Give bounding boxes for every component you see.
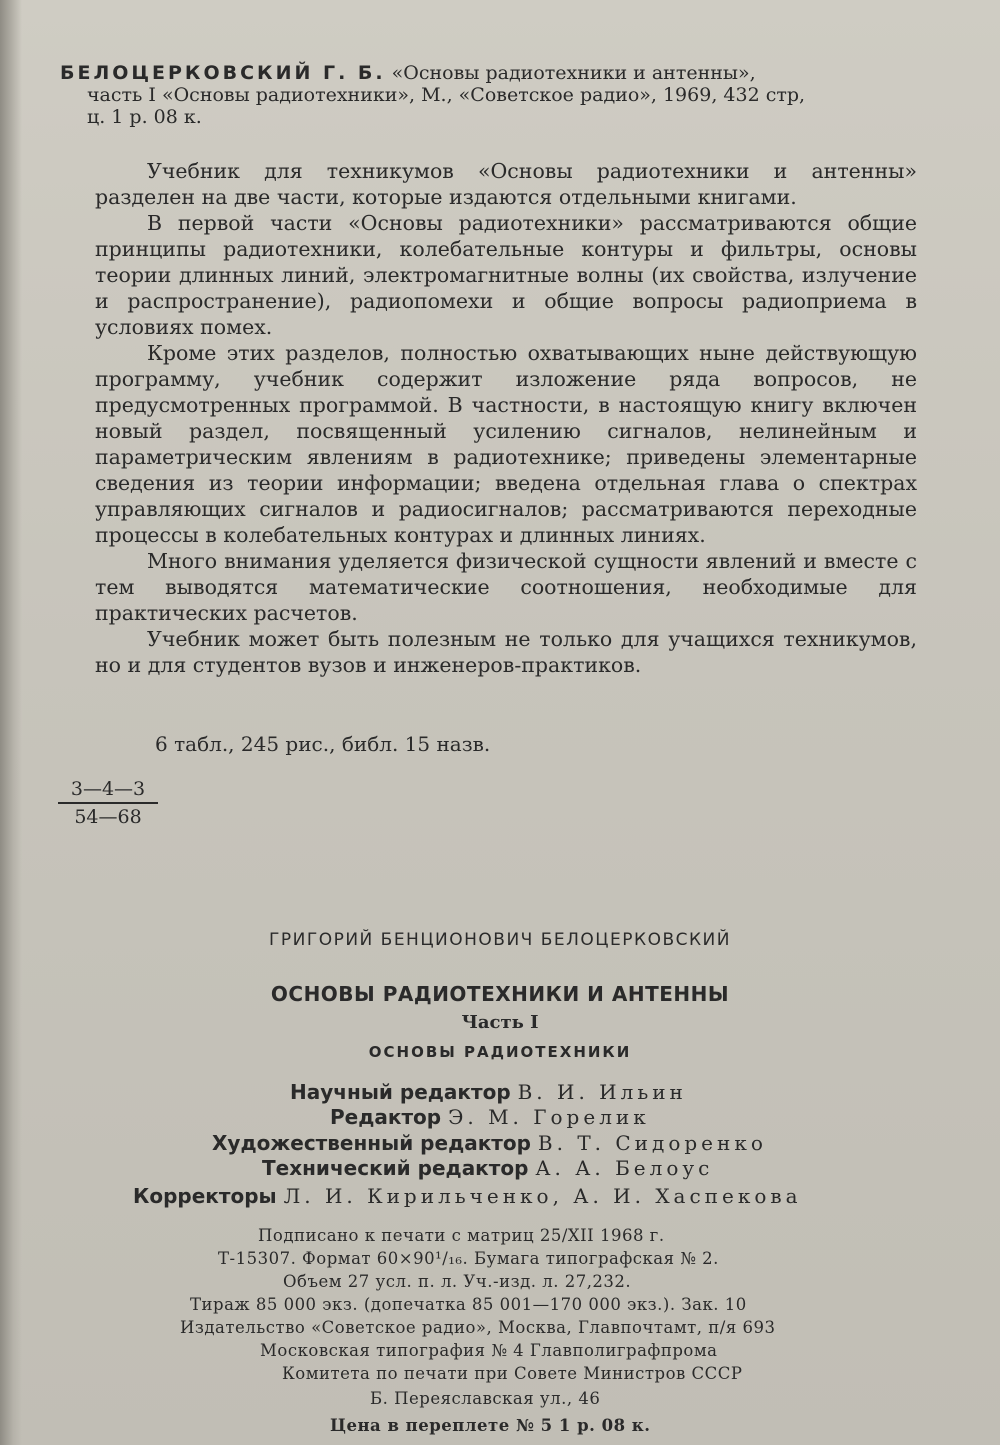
credit-line [330,1105,650,1129]
biblio-line-3: ц. 1 р. 08 к. [87,106,202,128]
imprint-part: Часть I [461,1012,539,1033]
credit-role: Художественный редактор [212,1131,531,1155]
credit-name: А. А. Белоус [535,1156,714,1180]
abstract-paragraph: Учебник может быть полезным не только для учащихся техникумов, но и для студентов вузов и инженеров-практиков. [95,627,917,677]
abstract-paragraph: В первой части «Основы радиотехники» рассматриваются общие принципы радиотехники, колебательные контуры и фильтры, основы теории длинных линий, электромагнитные волны (их свойства, излучение и распространение), радиопомехи и общие вопросы радиоприема в условиях помех. [95,211,917,339]
print-line: Издательство «Советское радио», Москва, Главпочтамт, п/я 693 [180,1318,776,1337]
classification-denominator: 54—68 [74,806,142,828]
print-line: Объем 27 усл. п. л. Уч.-изд. л. 27,232. [283,1272,632,1291]
biblio-line-1 [60,62,940,84]
print-line: Тираж 85 000 экз. (допечатка 85 001—170 000 экз.). Зак. 10 [190,1295,747,1314]
credit-role: Научный редактор [290,1080,511,1104]
credit-role: Технический редактор [262,1156,529,1180]
credit-role: Корректоры [133,1184,277,1208]
bibliographic-entry [60,62,940,128]
classification-numerator: 3—4—3 [58,778,158,804]
credit-line [133,1184,802,1208]
classification-code [58,778,158,828]
print-line: Т-15307. Формат 60×90¹/₁₆. Бумага типографская № 2. [218,1249,719,1268]
credit-role: Редактор [330,1105,442,1129]
imprint-book-title: ОСНОВЫ РАДИОТЕХНИКИ И АНТЕННЫ [270,982,730,1006]
credit-name: В. И. Ильин [517,1080,687,1104]
print-line: Комитета по печати при Совете Министров СССР [282,1364,743,1383]
biblio-author: БЕЛОЦЕРКОВСКИЙ Г. Б. [60,62,386,84]
credit-line [290,1080,687,1104]
imprint-part-title: ОСНОВЫ РАДИОТЕХНИКИ [368,1043,632,1061]
credit-name: Л. И. Кирильченко, А. И. Хаспекова [283,1184,802,1208]
abstract-paragraph: Учебник для техникумов «Основы радиотехники и антенны» разделен на две части, которые издаются отдельными книгами. [95,159,917,209]
credit-line [262,1156,713,1180]
abstract [95,158,917,678]
credit-name: Э. М. Горелик [448,1105,650,1129]
print-line: Б. Переяславская ул., 46 [370,1389,601,1408]
price-line: Цена в переплете № 5 1 р. 08 к. [330,1416,651,1435]
biblio-title: «Основы радиотехники и антенны», [391,62,756,84]
credit-name: В. Т. Сидоренко [537,1131,767,1155]
page-gutter-shadow [0,0,22,1445]
imprint-author: ГРИГОРИЙ БЕНЦИОНОВИЧ БЕЛОЦЕРКОВСКИЙ [268,930,731,950]
credit-line [212,1131,767,1155]
print-line: Московская типография № 4 Главполиграфпрома [260,1341,718,1360]
abstract-paragraph: Много внимания уделяется физической сущности явлений и вместе с тем выводятся математические соотношения, необходимые для практических расчетов. [95,549,917,625]
biblio-line-2: часть I «Основы радиотехники», М., «Советское радио», 1969, 432 стр, [87,84,806,106]
print-line: Подписано к печати с матриц 25/XII 1968 г. [258,1226,665,1245]
abstract-paragraph: Кроме этих разделов, полностью охватывающих ныне действующую программу, учебник содержит изложение ряда вопросов, не предусмотренных программой. В частности, в настоящую книгу включен новый раздел, посвященный усилению сигналов, нелинейным и параметрическим явлениям в радиотехнике; приведены элементарные сведения из теории информации; введена отдельная глава о спектрах управляющих сигналов и радиосигналов; рассматриваются переходные процессы в колебательных контурах и длинных линиях. [95,341,917,547]
illustration-stats: 6 табл., 245 рис., библ. 15 назв. [155,732,491,756]
